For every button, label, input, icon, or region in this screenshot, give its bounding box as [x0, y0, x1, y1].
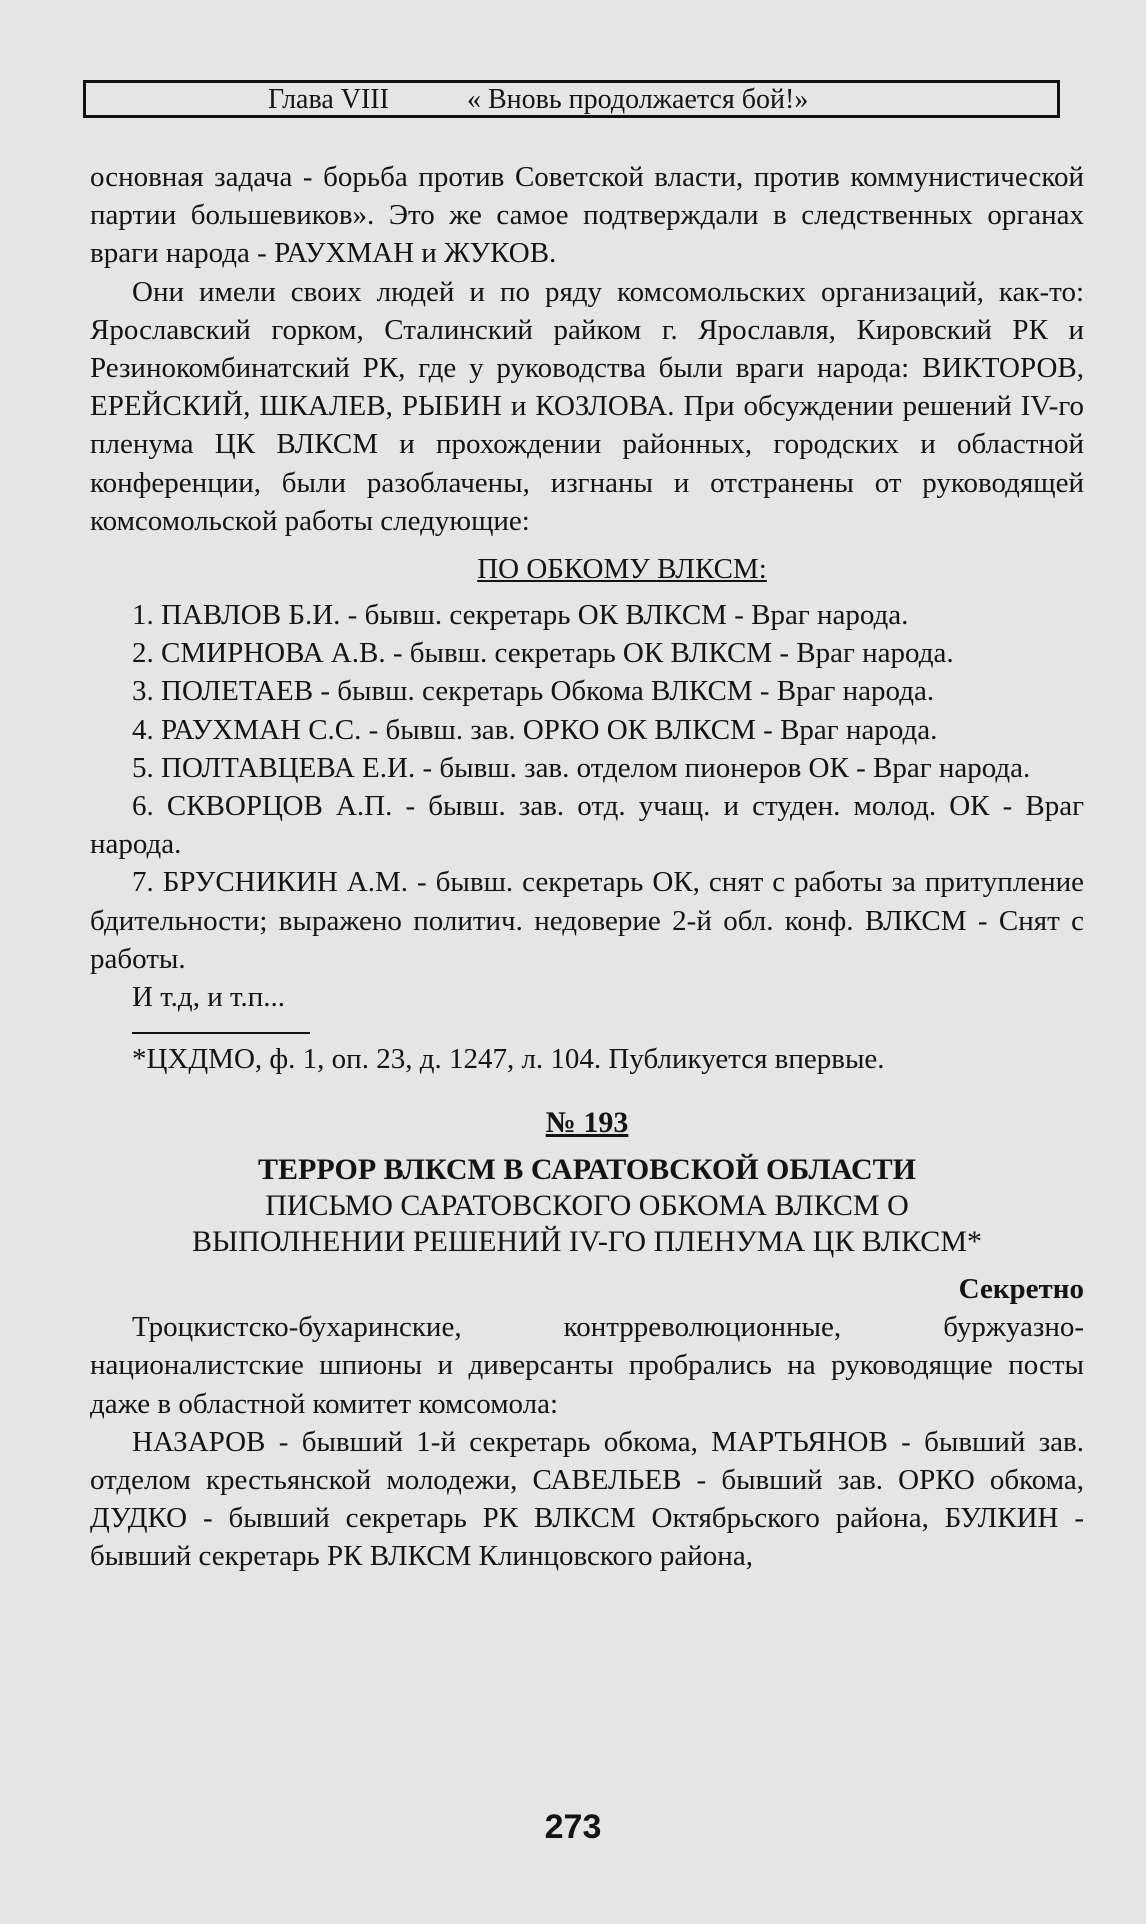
paragraph: Они имели своих людей и по ряду комсомольских организаций, как-то: Ярославский горком, Сталинский райком г. Ярославля, Кировский РК и Резинокомбинатский РК, где у руководства были враги народа: ВИКТОРОВ, ЕРЕЙСКИЙ, ШКАЛЕВ, РЫБИН и КОЗЛОВА. При обсуждении решений IV-го пленума ЦК ВЛКСМ и прохождении районных, городских и областной конференции, были разоблачены, изгнаны и отстранены от руководящей комсомольской работы следующие:: [90, 275, 1084, 537]
list-item: 7. БРУСНИКИН А.М. - бывш. секретарь ОК, снят с работы за притупление бдительности; выражено политич. недоверие 2-й обл. конф. ВЛКСМ - Снят с работы.: [90, 866, 1084, 975]
document-number: № 193: [545, 1106, 629, 1140]
chapter-label: Глава VIII: [268, 84, 389, 115]
chapter-title: « Вновь продолжается бой!»: [467, 84, 809, 115]
paragraph: НАЗАРОВ - бывший 1-й секретарь обкома, МАРТЬЯНОВ - бывший зав. отделом крестьянской молодежи, САВЕЛЬЕВ - бывший зав. ОРКО обкома, ДУДКО - бывший секретарь РК ВЛКСМ Октябрьского района, БУЛКИН - бывший секретарь РК ВЛКСМ Клинцовского района,: [90, 1425, 1084, 1573]
list-item: 2. СМИРНОВА А.В. - бывш. секретарь ОК ВЛКСМ - Враг народа.: [132, 637, 954, 670]
secret-mark: Секретно: [958, 1273, 1084, 1306]
paragraph: Троцкистско-бухаринские, контрреволюционные, буржуазно-националистские шпионы и диверсанты пробрались на руководящие посты даже в областной комитет комсомола:: [90, 1311, 1084, 1420]
paragraph: основная задача - борьба против Советской власти, против коммунистической партии большевиков». Это же самое подтверждали в следственных органах враги народа - РАУХМАН и ЖУКОВ.: [90, 161, 1084, 270]
document-subtitle-line: ПИСЬМО САРАТОВСКОГО ОБКОМА ВЛКСМ О: [265, 1189, 909, 1223]
list-item: 1. ПАВЛОВ Б.И. - бывш. секретарь ОК ВЛКСМ - Враг народа.: [132, 599, 909, 632]
document-title: ТЕРРОР ВЛКСМ В САРАТОВСКОЙ ОБЛАСТИ: [258, 1153, 916, 1187]
list-item: 4. РАУХМАН С.С. - бывш. зав. ОРКО ОК ВЛКСМ - Враг народа.: [132, 713, 938, 746]
footnote: *ЦХДМО, ф. 1, оп. 23, д. 1247, л. 104. Публикуется впервые.: [132, 1043, 885, 1076]
list-heading: ПО ОБКОМУ ВЛКСМ:: [477, 553, 767, 586]
body-text: [90, 158, 1084, 1576]
footnote-rule: [132, 1032, 310, 1034]
running-header: [83, 80, 1060, 118]
list-item: 3. ПОЛЕТАЕВ - бывш. секретарь Обкома ВЛКСМ - Враг народа.: [132, 675, 935, 708]
list-item: 6. СКВОРЦОВ А.П. - бывш. зав. отд. учащ. и студен. молод. ОК - Враг народа.: [90, 790, 1084, 861]
page-number: 273: [544, 1808, 602, 1846]
document-subtitle-line: ВЫПОЛНЕНИИ РЕШЕНИЙ IV-ГО ПЛЕНУМА ЦК ВЛКСМ*: [191, 1225, 982, 1259]
list-item: 5. ПОЛТАВЦЕВА Е.И. - бывш. зав. отделом пионеров ОК - Враг народа.: [132, 751, 1031, 784]
etc-line: И т.д, и т.п...: [132, 981, 285, 1014]
